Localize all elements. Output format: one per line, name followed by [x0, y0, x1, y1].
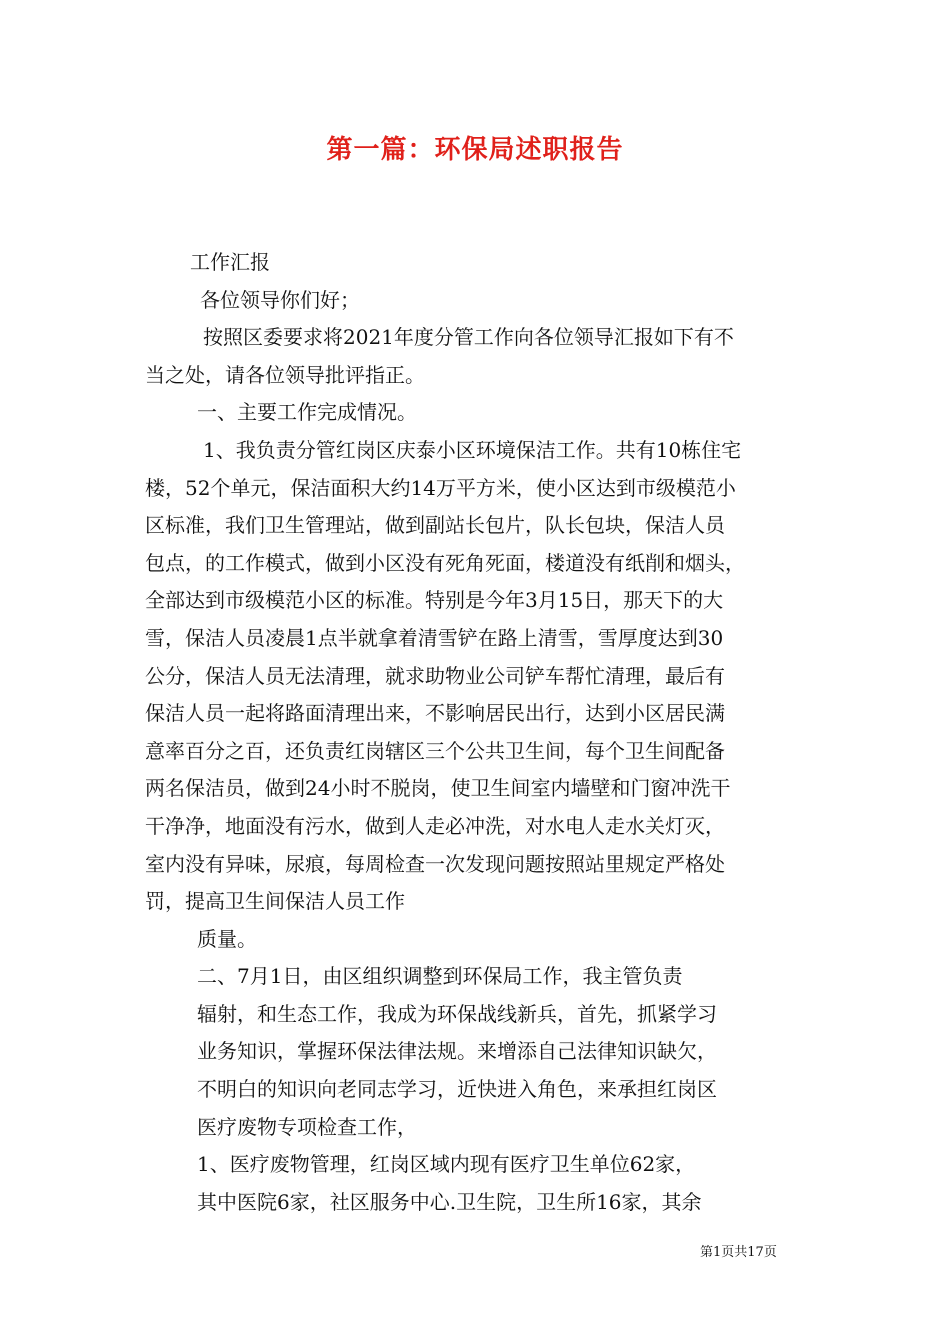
body-line: 当之处，请各位领导批评指正。: [145, 362, 425, 387]
body-line: 罚，提高卫生间保洁人员工作: [145, 889, 405, 914]
body-line: 全部达到市级模范小区的标准。特别是今年3月15日，那天下的大: [145, 588, 724, 613]
body-line: 公分，保洁人员无法清理，就求助物业公司铲车帮忙清理，最后有: [145, 663, 725, 688]
body-line: 一、主要工作完成情况。: [197, 400, 417, 425]
body-line: 1、医疗废物管理，红岗区域内现有医疗卫生单位62家，: [197, 1152, 696, 1177]
body-line: 区标准，我们卫生管理站，做到副站长包片，队长包块，保洁人员: [145, 513, 725, 538]
body-line: 保洁人员一起将路面清理出来，不影响居民出行，达到小区居民满: [145, 701, 725, 726]
body-line: 工作汇报: [190, 250, 270, 274]
body-line: 包点，的工作模式，做到小区没有死角死面，楼道没有纸削和烟头，: [145, 550, 745, 575]
body-line: 不明白的知识向老同志学习，近快进入角色，来承担红岗区: [197, 1077, 717, 1102]
body-line: 按照区委要求将2021年度分管工作向各位领导汇报如下有不: [203, 325, 734, 350]
body-line: 医疗废物专项检查工作，: [197, 1114, 417, 1139]
body-line: 雪，保洁人员凌晨1点半就拿着清雪铲在路上清雪，雪厚度达到30: [145, 625, 724, 650]
body-line: 辐射，和生态工作，我成为环保战线新兵，首先，抓紧学习: [197, 1001, 717, 1026]
body-line: 室内没有异味，尿痕，每周检查一次发现问题按照站里规定严格处: [145, 851, 725, 876]
body-line: 1、我负责分管红岗区庆泰小区环境保洁工作。共有10栋住宅: [203, 437, 742, 462]
body-line: 各位领导你们好；: [200, 287, 360, 312]
body-line: 质量。: [197, 926, 257, 951]
page-number: 第1页共17页: [700, 1245, 777, 1260]
body-line: 楼，52个单元，保洁面积大约14万平方米，使小区达到市级模范小: [145, 475, 736, 500]
body-line: 业务知识，掌握环保法律法规。来增添自己法律知识缺欠，: [197, 1039, 717, 1064]
body-line: 两名保洁员，做到24小时不脱岗，使卫生间室内墙壁和门窗冲洗干: [145, 776, 731, 801]
body-line: 其中医院6家，社区服务中心.卫生院，卫生所16家，其余: [197, 1189, 702, 1214]
body-line: 干净净，地面没有污水，做到人走必冲洗，对水电人走水关灯灭，: [145, 813, 725, 838]
body-line: 二、7月1日，由区组织调整到环保局工作，我主管负责: [197, 964, 683, 989]
document-title: 第一篇：环保局述职报告: [326, 135, 624, 165]
document-body: [145, 244, 815, 1221]
body-line: 意率百分之百，还负责红岗辖区三个公共卫生间，每个卫生间配备: [145, 738, 725, 763]
